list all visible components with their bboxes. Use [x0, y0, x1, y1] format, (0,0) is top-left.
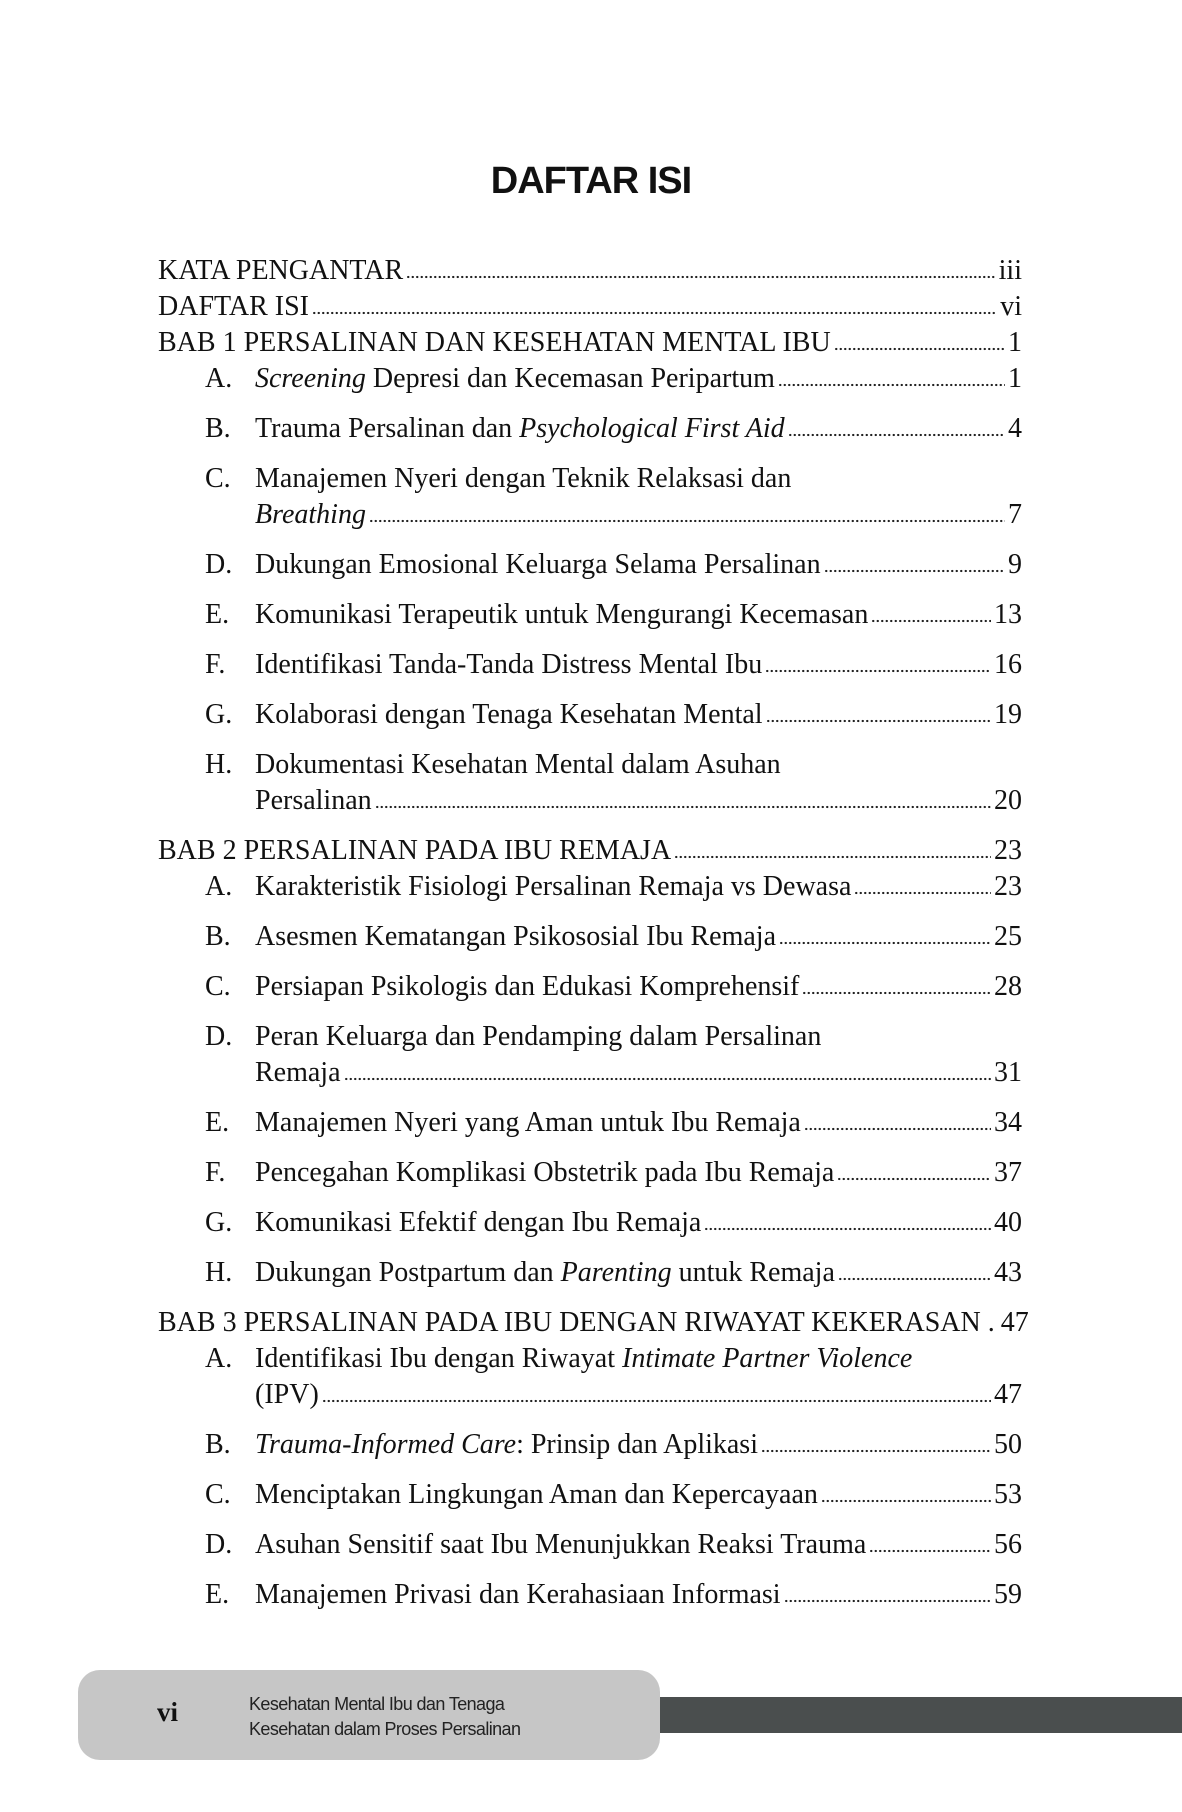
- dot-leader: [871, 618, 991, 624]
- toc-page-number: 47: [1000, 1307, 1029, 1338]
- toc-line: [158, 647, 1022, 683]
- toc-subentry[interactable]: [158, 1019, 1022, 1091]
- toc-entry-text: BAB 1 PERSALINAN DAN KESEHATAN MENTAL IBU: [158, 327, 831, 358]
- toc-line: [158, 1155, 1022, 1191]
- dot-leader: [766, 718, 991, 724]
- toc-page-number: iii: [998, 255, 1022, 286]
- dot-leader: [761, 1448, 991, 1454]
- toc-entry-text: Parenting: [560, 1257, 672, 1288]
- toc-entry-text: Komunikasi Terapeutik untuk Mengurangi Kecemasan: [255, 599, 869, 630]
- dot-leader: [834, 346, 1005, 352]
- toc-entry-text: Manajemen Nyeri dengan Teknik Relaksasi dan: [255, 463, 792, 494]
- toc-page-number: 47: [994, 1379, 1022, 1410]
- toc-entry-text: Persiapan Psikologis dan Edukasi Komprehensif: [255, 971, 800, 1002]
- toc-subentry[interactable]: [158, 697, 1022, 733]
- toc-line: [158, 1255, 1022, 1291]
- toc-page-number: 59: [994, 1579, 1022, 1610]
- toc-letter: B.: [205, 921, 231, 952]
- dot-leader: [779, 940, 991, 946]
- toc-chapter-entry[interactable]: [158, 833, 1022, 869]
- toc-entry-text: untuk Remaja: [671, 1257, 835, 1288]
- toc-page-number: 34: [994, 1107, 1022, 1138]
- toc-entry-text: Psychological First Aid: [519, 413, 785, 444]
- toc-page-number: 9: [1008, 549, 1022, 580]
- toc-page-number: 23: [994, 835, 1022, 866]
- toc-line: [158, 497, 1022, 533]
- toc-line: [158, 1377, 1022, 1413]
- toc-subentry[interactable]: [158, 747, 1022, 819]
- dot-leader: [322, 1398, 991, 1404]
- toc-entry-text: Kolaborasi dengan Tenaga Kesehatan Mental: [255, 699, 763, 730]
- toc-page-number: 53: [994, 1479, 1022, 1510]
- toc-letter: H.: [205, 749, 233, 780]
- toc-line: [158, 783, 1022, 819]
- footer-page-number: vi: [157, 1697, 179, 1727]
- toc-letter: D.: [205, 1529, 233, 1560]
- toc-entry-text: Trauma-Informed Care: [255, 1429, 517, 1460]
- toc-line: [158, 833, 1022, 869]
- toc-chapter-entry[interactable]: [158, 325, 1022, 361]
- toc-line: [158, 1055, 1022, 1091]
- toc-entry-text: Asuhan Sensitif saat Ibu Menunjukkan Reaksi Trauma: [255, 1529, 867, 1560]
- toc-subentry[interactable]: [158, 919, 1022, 955]
- toc-line: [158, 361, 1022, 397]
- toc-entry-text: Manajemen Nyeri yang Aman untuk Ibu Remaja: [255, 1107, 801, 1138]
- toc-line: [158, 1577, 1022, 1613]
- toc-letter: B.: [205, 1429, 231, 1460]
- toc-subentry[interactable]: [158, 1341, 1022, 1413]
- toc-line: [158, 1477, 1022, 1513]
- toc-chapter-entry[interactable]: [158, 289, 1022, 325]
- toc-subentry[interactable]: [158, 547, 1022, 583]
- footer-bar: [660, 1697, 1182, 1733]
- toc-entry-text: Peran Keluarga dan Pendamping dalam Persalinan: [255, 1021, 822, 1052]
- toc-entry-text: Intimate Partner Violence: [622, 1343, 913, 1374]
- toc-line: [158, 1341, 1022, 1377]
- toc-page-number: 4: [1008, 413, 1022, 444]
- toc-letter: F.: [205, 649, 226, 680]
- toc-page-number: 1: [1008, 363, 1022, 394]
- dot-leader: [778, 382, 1005, 388]
- toc-entry-text: Asesmen Kematangan Psikososial Ibu Remaja: [255, 921, 777, 952]
- toc-entry-text: Dukungan Emosional Keluarga Selama Persalinan: [255, 549, 821, 580]
- dot-leader: [838, 1276, 991, 1282]
- dot-leader: [369, 518, 1005, 524]
- toc-entry-text: Breathing: [255, 499, 366, 530]
- toc-subentry[interactable]: [158, 597, 1022, 633]
- toc-subentry[interactable]: [158, 969, 1022, 1005]
- toc-line: [158, 1019, 1022, 1055]
- toc-subentry[interactable]: [158, 1477, 1022, 1513]
- dot-leader: [406, 274, 995, 280]
- toc-subentry[interactable]: [158, 411, 1022, 447]
- toc-page-number: 1: [1008, 327, 1022, 358]
- toc-letter: A.: [205, 871, 233, 902]
- toc-entry-text: Screening: [255, 363, 366, 394]
- toc-subentry[interactable]: [158, 1205, 1022, 1241]
- toc-subentry[interactable]: [158, 1577, 1022, 1613]
- toc-line: [158, 1105, 1022, 1141]
- toc-letter: C.: [205, 463, 231, 494]
- toc-page-number: 37: [994, 1157, 1022, 1188]
- toc-entry-text: BAB 2 PERSALINAN PADA IBU REMAJA: [158, 835, 672, 866]
- toc-subentry[interactable]: [158, 361, 1022, 397]
- toc-letter: C.: [205, 971, 231, 1002]
- toc-entry-text: Trauma Persalinan dan: [255, 413, 520, 444]
- toc-line: [158, 869, 1022, 905]
- toc-subentry[interactable]: [158, 1527, 1022, 1563]
- toc-letter: G.: [205, 699, 233, 730]
- toc-entry-text: Remaja: [255, 1057, 341, 1088]
- toc-line: [158, 697, 1022, 733]
- toc-letter: H.: [205, 1257, 233, 1288]
- page-title: DAFTAR ISI: [490, 160, 692, 202]
- toc-page-number: 16: [994, 649, 1022, 680]
- toc-letter: F.: [205, 1157, 226, 1188]
- toc-line: [158, 325, 1022, 361]
- table-of-contents: [158, 253, 1029, 1613]
- toc-line: [158, 597, 1022, 633]
- toc-line: [158, 919, 1022, 955]
- toc-entry-text: (IPV): [255, 1379, 319, 1410]
- toc-page-number: 31: [994, 1057, 1022, 1088]
- toc-page-number: 25: [994, 921, 1022, 952]
- toc-letter: E.: [205, 1579, 230, 1610]
- toc-subentry[interactable]: [158, 869, 1022, 905]
- toc-line: [158, 1305, 1029, 1341]
- toc-entry-text: Menciptakan Lingkungan Aman dan Kepercayaan: [255, 1479, 818, 1510]
- footer-book-title: [249, 1692, 520, 1742]
- toc-subentry[interactable]: [158, 1105, 1022, 1141]
- toc-letter: E.: [205, 1107, 230, 1138]
- dot-leader: [375, 804, 991, 810]
- footer-title-line1: Kesehatan Mental Ibu dan Tenaga: [249, 1694, 505, 1714]
- toc-page-number: 7: [1008, 499, 1022, 530]
- toc-page-number: 56: [994, 1529, 1022, 1560]
- toc-entry-text: Persalinan: [255, 785, 372, 816]
- toc-letter: D.: [205, 1021, 233, 1052]
- toc-letter: A.: [205, 363, 233, 394]
- toc-page-number: 23: [994, 871, 1022, 902]
- toc-entry-text: Karakteristik Fisiologi Persalinan Remaja vs Dewasa: [255, 871, 852, 902]
- toc-letter: D.: [205, 549, 233, 580]
- dot-leader: [837, 1176, 991, 1182]
- toc-entry-text: Identifikasi Tanda-Tanda Distress Mental Ibu: [255, 649, 763, 680]
- dot-leader: [784, 1598, 991, 1604]
- toc-entry-text: Pencegahan Komplikasi Obstetrik pada Ibu Remaja: [255, 1157, 835, 1188]
- dot-leader: [765, 668, 991, 674]
- toc-subentry[interactable]: [158, 1255, 1022, 1291]
- toc-letter: B.: [205, 413, 231, 444]
- toc-entry-text: Dokumentasi Kesehatan Mental dalam Asuhan: [255, 749, 781, 780]
- toc-letter: A.: [205, 1343, 233, 1374]
- toc-entry-text: Komunikasi Efektif dengan Ibu Remaja: [255, 1207, 702, 1238]
- toc-entry-text: Identifikasi Ibu dengan Riwayat: [255, 1343, 623, 1374]
- toc-line: [158, 1427, 1022, 1463]
- toc-chapter-entry[interactable]: [158, 253, 1022, 289]
- dot-leader: [344, 1076, 991, 1082]
- toc-page-number: 40: [994, 1207, 1022, 1238]
- toc-line: [158, 547, 1022, 583]
- dot-leader: [821, 1498, 991, 1504]
- dot-leader: [824, 568, 1005, 574]
- toc-line: [158, 461, 1022, 497]
- toc-entry-text: : Prinsip dan Aplikasi: [516, 1429, 758, 1460]
- toc-page-number: 19: [994, 699, 1022, 730]
- toc-page-number: 20: [994, 785, 1022, 816]
- toc-subentry[interactable]: [158, 1427, 1022, 1463]
- toc-line: [158, 1205, 1022, 1241]
- toc-letter: C.: [205, 1479, 231, 1510]
- toc-chapter-entry[interactable]: [158, 1305, 1029, 1341]
- toc-line: [158, 969, 1022, 1005]
- toc-entry-text: DAFTAR ISI: [158, 291, 309, 322]
- toc-page-number: 50: [994, 1429, 1022, 1460]
- toc-entry-text: BAB 3 PERSALINAN PADA IBU DENGAN RIWAYAT KEKERASAN .: [158, 1307, 995, 1338]
- dot-leader: [788, 432, 1005, 438]
- toc-subentry[interactable]: [158, 461, 1022, 533]
- dot-leader: [312, 310, 997, 316]
- toc-line: [158, 747, 1022, 783]
- toc-letter: E.: [205, 599, 230, 630]
- toc-page-number: vi: [1000, 291, 1022, 322]
- toc-letter: G.: [205, 1207, 233, 1238]
- dot-leader: [869, 1548, 991, 1554]
- toc-entry-text: Dukungan Postpartum dan: [255, 1257, 561, 1288]
- toc-page-number: 13: [994, 599, 1022, 630]
- toc-line: [158, 1527, 1022, 1563]
- toc-subentry[interactable]: [158, 647, 1022, 683]
- dot-leader: [804, 1126, 991, 1132]
- footer-title-line2: Kesehatan dalam Proses Persalinan: [249, 1719, 521, 1739]
- dot-leader: [704, 1226, 991, 1232]
- dot-leader: [802, 990, 991, 996]
- dot-leader: [674, 854, 991, 860]
- toc-entry-text: Depresi dan Kecemasan Peripartum: [365, 363, 775, 394]
- toc-line: [158, 253, 1022, 289]
- toc-entry-text: Manajemen Privasi dan Kerahasiaan Informasi: [255, 1579, 781, 1610]
- toc-page-number: 43: [994, 1257, 1022, 1288]
- toc-entry-text: KATA PENGANTAR: [158, 255, 404, 286]
- toc-page-number: 28: [994, 971, 1022, 1002]
- toc-line: [158, 289, 1022, 325]
- toc-line: [158, 411, 1022, 447]
- dot-leader: [854, 890, 991, 896]
- toc-subentry[interactable]: [158, 1155, 1022, 1191]
